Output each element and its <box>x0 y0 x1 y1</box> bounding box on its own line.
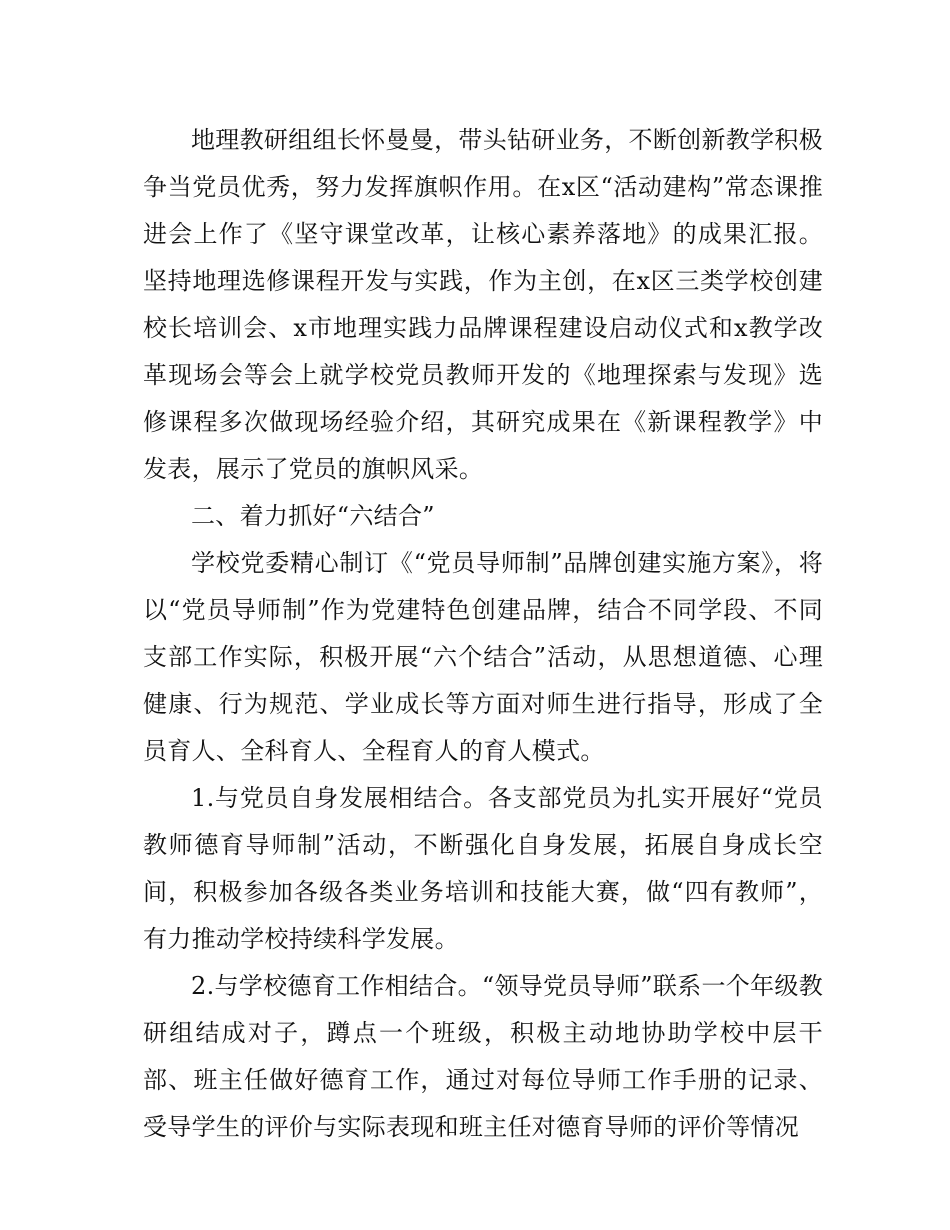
section-heading-six-combinations: 二、着力抓好“六结合” <box>191 502 435 530</box>
paragraph-item-2-moral-education: 2.与学校德育工作相结合。“领导党员导师”联系一个年级教研组结成对子，蹲点一个班级，积极主动地协助学校中层干部、班主任做好德育工作，通过对每位导师工作手册的记录、受导学生的评价与实际表现和班主任对德育导师的评价等情况 <box>143 972 823 1141</box>
paragraph-geography-leader: 地理教研组组长怀曼曼，带头钻研业务，不断创新教学积极争当党员优秀，努力发挥旗帜作用。在x区“活动建构”常态课推进会上作了《坚守课堂改革，让核心素养落地》的成果汇报。坚持地理选修课程开发与实践，作为主创，在x区三类学校创建校长培训会、x市地理实践力品牌课程建设启动仪式和x教学改革现场会等会上就学校党员教师开发的《地理探索与发现》选修课程多次做现场经验介绍，其研究成果在《新课程教学》中发表，展示了党员的旗帜风采。 <box>143 126 823 483</box>
paragraph-item-1-self-development: 1.与党员自身发展相结合。各支部党员为扎实开展好“党员教师德育导师制”活动，不断强化自身发展，拓展自身成长空间，积极参加各级各类业务培训和技能大赛，做“四有教师”，有力推动学校持续科学发展。 <box>143 784 823 953</box>
paragraph-mentor-system-plan: 学校党委精心制订《“党员导师制”品牌创建实施方案》，将以“党员导师制”作为党建特色创建品牌，结合不同学段、不同支部工作实际，积极开展“六个结合”活动，从思想道德、心理健康、行为规范、学业成长等方面对师生进行指导，形成了全员育人、全科育人、全程育人的育人模式。 <box>143 549 823 765</box>
document-body <box>143 117 823 1151</box>
